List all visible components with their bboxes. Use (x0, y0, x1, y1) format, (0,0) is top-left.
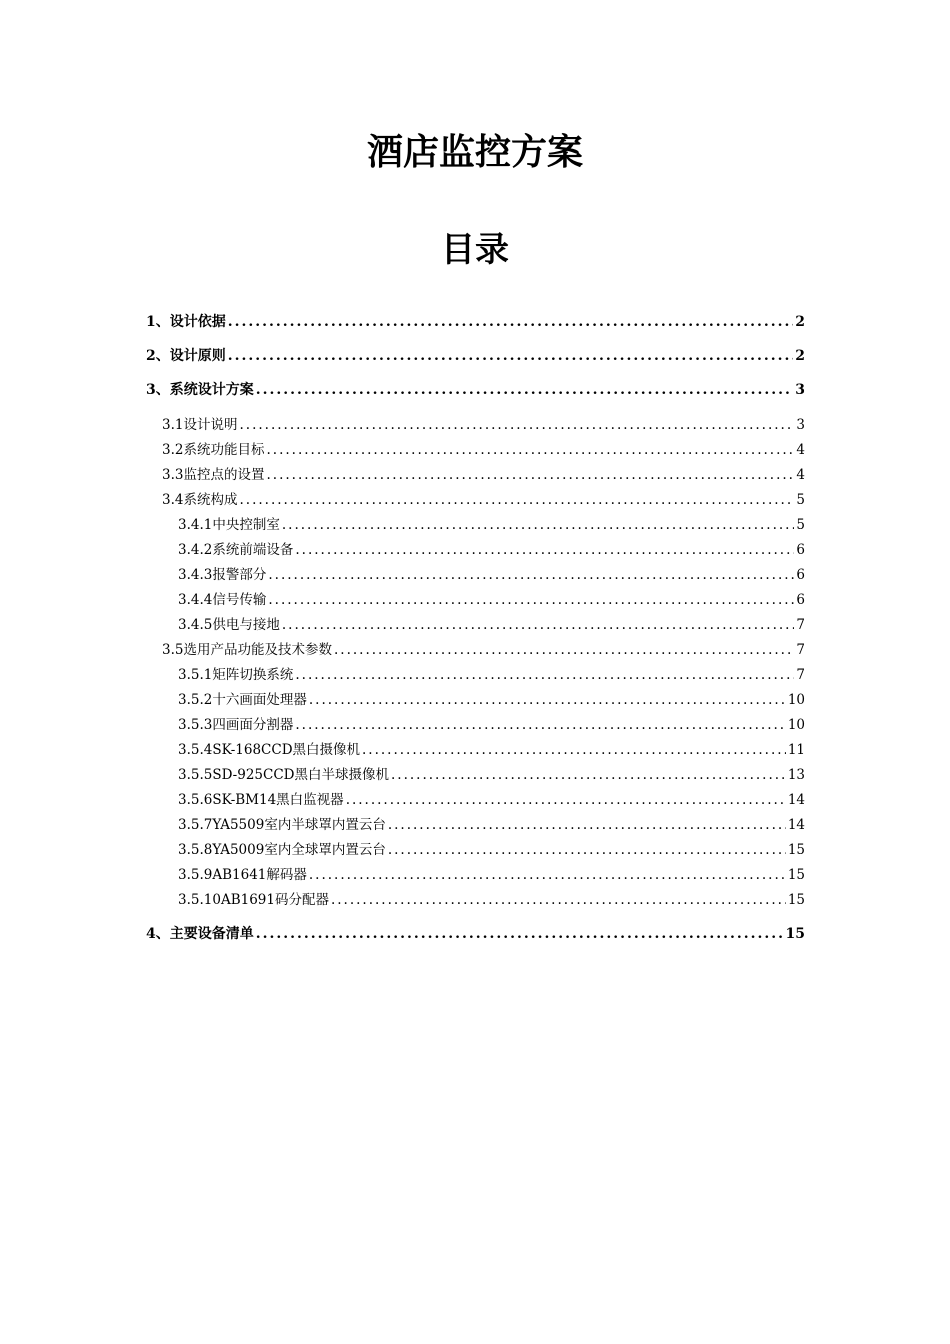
toc-dot-leader (331, 890, 786, 910)
toc-dot-leader (228, 312, 794, 332)
toc-entry-title: 3.5.7YA5509室内半球罩内置云台 (178, 817, 386, 833)
toc-dot-leader (228, 346, 794, 366)
toc-dot-leader (266, 465, 794, 485)
toc-entry-page: 14 (787, 817, 805, 833)
toc-heading: 目录 (441, 230, 509, 270)
toc-entry-4[interactable] (146, 924, 805, 944)
toc-entry-page: 6 (796, 542, 805, 558)
toc-entry-3-5-2[interactable] (178, 690, 805, 710)
toc-entry-title: 3.5.9AB1641解码器 (178, 867, 307, 883)
toc-entry-page: 15 (787, 892, 805, 908)
toc-dot-leader (362, 740, 786, 760)
toc-entry-title: 4、主要设备清单 (146, 926, 254, 942)
toc-entry-title: 3.4.1中央控制室 (178, 517, 280, 533)
toc-entry-page: 10 (787, 692, 805, 708)
toc-entry-3-4-1[interactable] (178, 515, 805, 535)
toc-entry-page: 6 (796, 592, 805, 608)
toc-entry-title: 3.5.5SD-925CCD黑白半球摄像机 (178, 767, 389, 783)
toc-entry-3-4-5[interactable] (178, 615, 805, 635)
toc-dot-leader (309, 865, 786, 885)
toc-entry-page: 4 (796, 442, 805, 458)
toc-entry-page: 15 (787, 867, 805, 883)
toc-dot-leader (295, 540, 794, 560)
toc-entry-3-5-8[interactable] (178, 840, 805, 860)
toc-entry-page: 15 (785, 926, 805, 942)
toc-entry-title: 3.4系统构成 (162, 492, 238, 508)
toc-entry-page: 4 (796, 467, 805, 483)
toc-entry-page: 5 (796, 517, 805, 533)
toc-dot-leader (256, 924, 784, 944)
toc-entry-title: 3.4.2系统前端设备 (178, 542, 294, 558)
toc-dot-leader (282, 515, 795, 535)
toc-entry-3-5-4[interactable] (178, 740, 805, 760)
toc-dot-leader (268, 565, 794, 585)
toc-entry-page: 3 (796, 417, 805, 433)
toc-entry-page: 10 (787, 717, 805, 733)
toc-dot-leader (256, 380, 794, 400)
toc-entry-title: 3.1设计说明 (162, 417, 238, 433)
toc-dot-leader (295, 665, 794, 685)
toc-entry-3-4-4[interactable] (178, 590, 805, 610)
toc-dot-leader (388, 815, 786, 835)
toc-entry-3-1[interactable] (162, 415, 805, 435)
toc-entry-title: 3.5.10AB1691码分配器 (178, 892, 329, 908)
toc-entry-page: 6 (796, 567, 805, 583)
document-title: 酒店监控方案 (366, 132, 583, 173)
toc-entry-page: 7 (796, 642, 805, 658)
toc-entry-title: 3.5.3四画面分割器 (178, 717, 294, 733)
toc-entry-page: 14 (787, 792, 805, 808)
toc-dot-leader (268, 590, 794, 610)
toc-entry-page: 5 (796, 492, 805, 508)
toc-dot-leader (391, 765, 786, 785)
toc-dot-leader (239, 415, 794, 435)
toc-entry-3-2[interactable] (162, 440, 805, 460)
toc-entry-page: 3 (795, 382, 805, 398)
toc-entry-2[interactable] (146, 346, 805, 366)
toc-dot-leader (388, 840, 786, 860)
toc-entry-title: 1、设计依据 (146, 314, 226, 330)
toc-entry-title: 3.5.8YA5009室内全球罩内置云台 (178, 842, 386, 858)
toc-entry-page: 7 (796, 667, 805, 683)
toc-entry-3-5[interactable] (162, 640, 805, 660)
toc-entry-3-5-6[interactable] (178, 790, 805, 810)
toc-dot-leader (309, 690, 786, 710)
toc-dot-leader (266, 440, 794, 460)
toc-dot-leader (346, 790, 786, 810)
toc-entry-title: 3.2系统功能目标 (162, 442, 265, 458)
toc-entry-title: 3.5选用产品功能及技术参数 (162, 642, 332, 658)
toc-entry-page: 2 (795, 314, 805, 330)
toc-entry-3-4-2[interactable] (178, 540, 805, 560)
toc-entry-title: 3.5.6SK-BM14黑白监视器 (178, 792, 344, 808)
toc-entry-title: 3、系统设计方案 (146, 382, 254, 398)
toc-entry-1[interactable] (146, 312, 805, 332)
toc-entry-title: 3.4.4信号传输 (178, 592, 267, 608)
toc-dot-leader (334, 640, 794, 660)
toc-entry-title: 3.5.1矩阵切换系统 (178, 667, 294, 683)
toc-entry-3[interactable] (146, 380, 805, 400)
toc-entry-page: 11 (787, 742, 805, 758)
toc-entry-3-5-1[interactable] (178, 665, 805, 685)
toc-entry-3-5-10[interactable] (178, 890, 805, 910)
toc-entry-page: 2 (795, 348, 805, 364)
toc-entry-title: 3.5.4SK-168CCD黑白摄像机 (178, 742, 361, 758)
toc-entry-page: 15 (787, 842, 805, 858)
toc-entry-3-4-3[interactable] (178, 565, 805, 585)
toc-entry-3-5-7[interactable] (178, 815, 805, 835)
toc-entry-3-3[interactable] (162, 465, 805, 485)
toc-entry-3-5-9[interactable] (178, 865, 805, 885)
toc-entry-page: 13 (787, 767, 805, 783)
toc-entry-title: 3.4.3报警部分 (178, 567, 267, 583)
toc-entry-title: 3.3监控点的设置 (162, 467, 265, 483)
toc-entry-title: 2、设计原则 (146, 348, 226, 364)
toc-entry-3-5-5[interactable] (178, 765, 805, 785)
toc-entry-title: 3.4.5供电与接地 (178, 617, 280, 633)
toc-entry-page: 7 (796, 617, 805, 633)
toc-dot-leader (295, 715, 785, 735)
toc-dot-leader (282, 615, 795, 635)
toc-dot-leader (239, 490, 794, 510)
toc-entry-3-5-3[interactable] (178, 715, 805, 735)
toc-entry-title: 3.5.2十六画面处理器 (178, 692, 307, 708)
toc-entry-3-4[interactable] (162, 490, 805, 510)
